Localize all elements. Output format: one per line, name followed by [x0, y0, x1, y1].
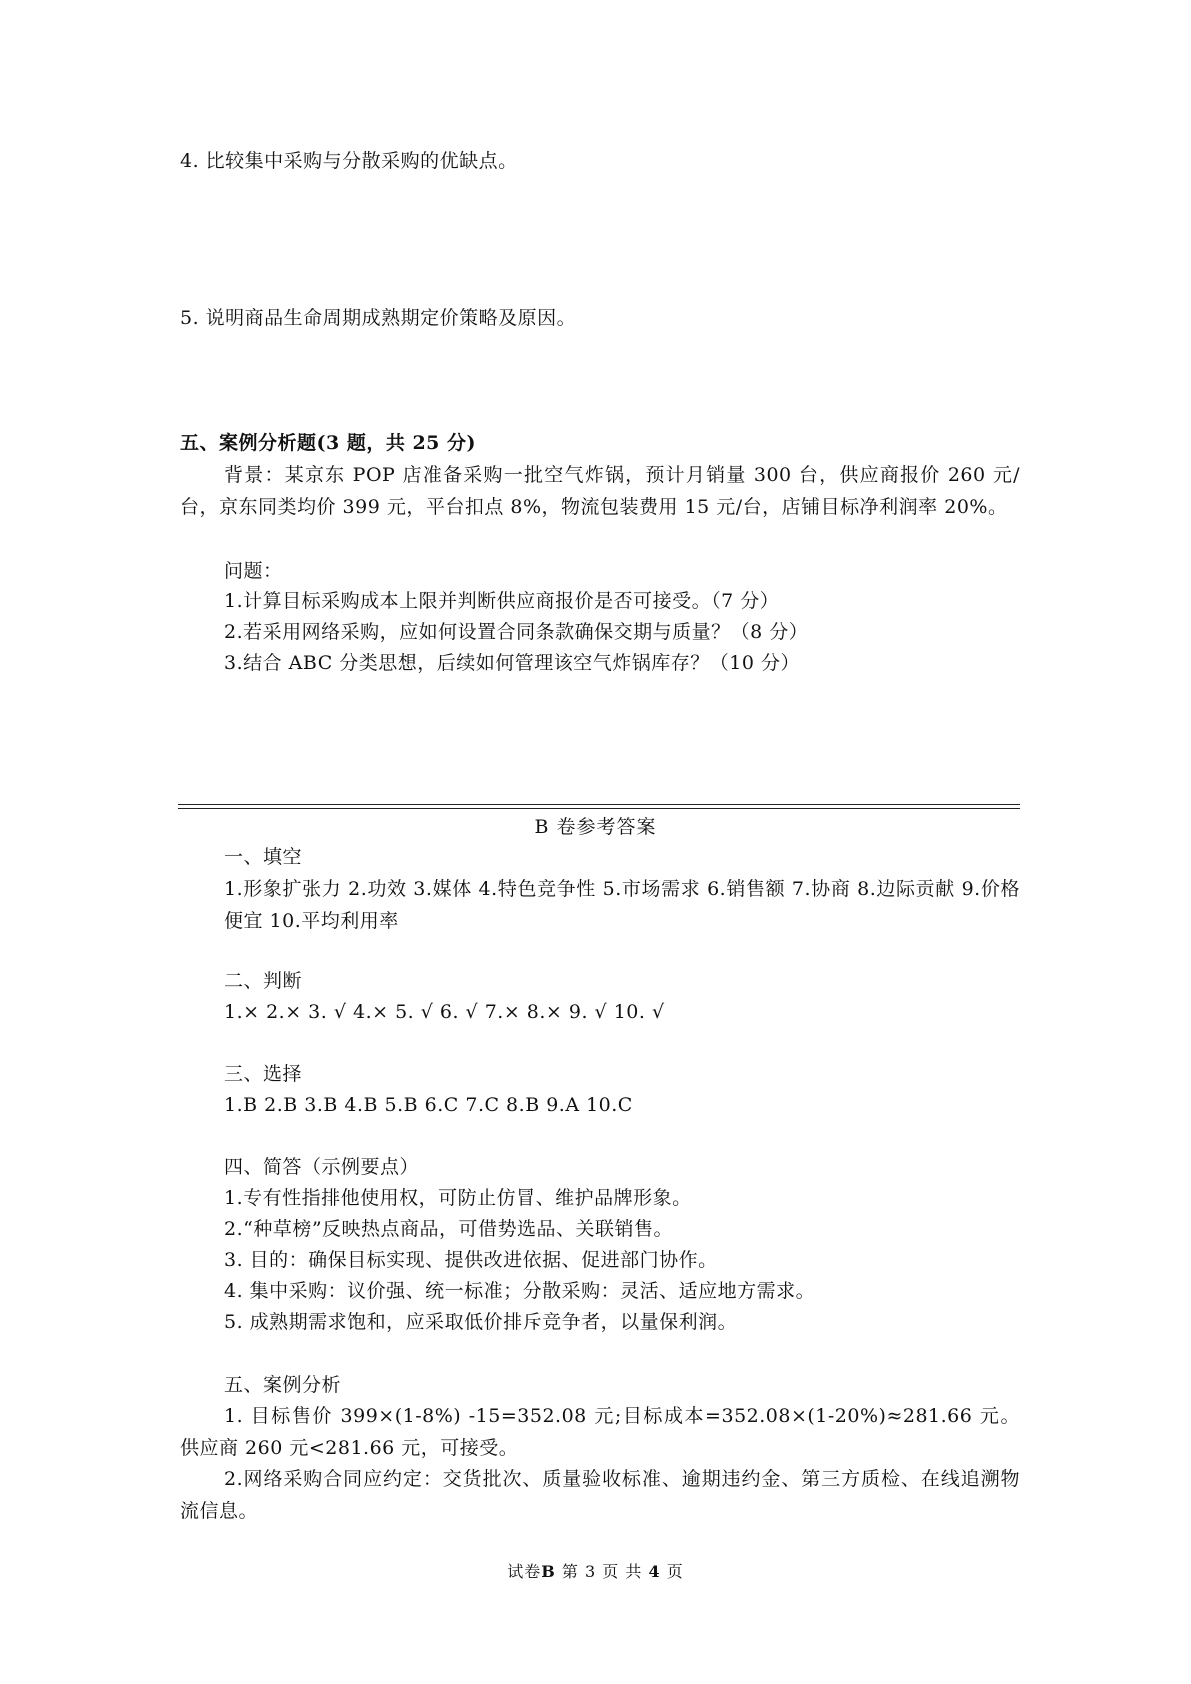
answers-title: B 卷参考答案	[534, 816, 657, 838]
footer-page-mid: 页 共	[602, 1562, 643, 1581]
answers-judge-heading: 二、判断	[224, 970, 303, 992]
divider-rule-thin	[178, 808, 1020, 809]
answers-choice-text: 1.B 2.B 3.B 4.B 5.B 6.C 7.C 8.B 9.A 10.C	[224, 1094, 633, 1116]
case-question-2: 2.若采用网络采购，应如何设置合同条款确保交期与质量？（8 分）	[224, 621, 809, 643]
case-background: 背景：某京东 POP 店准备采购一批空气炸锅，预计月销量 300 台，供应商报价 260 元/台，京东同类均价 399 元，平台扣点 8%，物流包装费用 15 元/台，店铺目标净利润率 20%。	[180, 464, 1020, 518]
case-questions-label: 问题：	[224, 560, 283, 582]
footer-page-prefix: 第	[561, 1562, 579, 1581]
answers-case-p2: 2.网络采购合同应约定：交货批次、质量验收标准、逾期违约金、第三方质检、在线追溯物流信息。	[180, 1468, 1020, 1522]
case-question-1: 1.计算目标采购成本上限并判断供应商报价是否可接受。（7 分）	[224, 590, 780, 612]
footer-total-pages: 4	[648, 1562, 661, 1581]
answers-case-heading: 五、案例分析	[224, 1374, 342, 1396]
answers-choice-heading: 三、选择	[224, 1063, 303, 1085]
answers-fill-text: 1.形象扩张力 2.功效 3.媒体 4.特色竞争性 5.市场需求 6.销售额 7.协商 8.边际贡献 9.价格便宜 10.平均利用率	[224, 878, 1020, 932]
answers-short-heading: 四、简答（示例要点）	[224, 1156, 420, 1178]
answers-short-item-3: 3. 目的：确保目标实现、提供改进依据、促进部门协作。	[224, 1249, 718, 1271]
answers-short-item-5: 5. 成熟期需求饱和，应采取低价排斥竞争者，以量保利润。	[224, 1311, 738, 1333]
answers-short-item-4: 4. 集中采购：议价强、统一标准；分散采购：灵活、适应地方需求。	[224, 1280, 816, 1302]
footer-page-number: 3	[585, 1562, 597, 1581]
page-footer	[0, 1560, 1191, 1584]
case-question-3: 3.结合 ABC 分类思想，后续如何管理该空气炸锅库存？（10 分）	[224, 652, 800, 674]
question-4: 4. 比较集中采购与分散采购的优缺点。	[180, 150, 518, 172]
footer-paper: B	[541, 1562, 556, 1581]
question-5: 5. 说明商品生命周期成熟期定价策略及原因。	[180, 307, 577, 329]
answers-short-item-1: 1.专有性指排他使用权，可防止仿冒、维护品牌形象。	[224, 1187, 692, 1209]
footer-exam: 试卷	[507, 1562, 542, 1581]
answers-short-item-2: 2.“种草榜”反映热点商品，可借势选品、关联销售。	[224, 1218, 674, 1240]
divider-rule	[178, 804, 1020, 805]
answers-case-p1: 1. 目标售价 399×(1-8%) -15=352.08 元;目标成本=352.08×(1-20%)≈281.66 元。供应商 260 元<281.66 元，可接受。	[180, 1405, 1020, 1459]
case-section-heading: 五、案例分析题(3 题，共 25 分)	[180, 432, 476, 454]
footer-page-suffix: 页	[666, 1562, 684, 1581]
answers-fill-heading: 一、填空	[224, 846, 303, 868]
answers-judge-text: 1.× 2.× 3. √ 4.× 5. √ 6. √ 7.× 8.× 9. √ 10. √	[224, 1001, 665, 1023]
